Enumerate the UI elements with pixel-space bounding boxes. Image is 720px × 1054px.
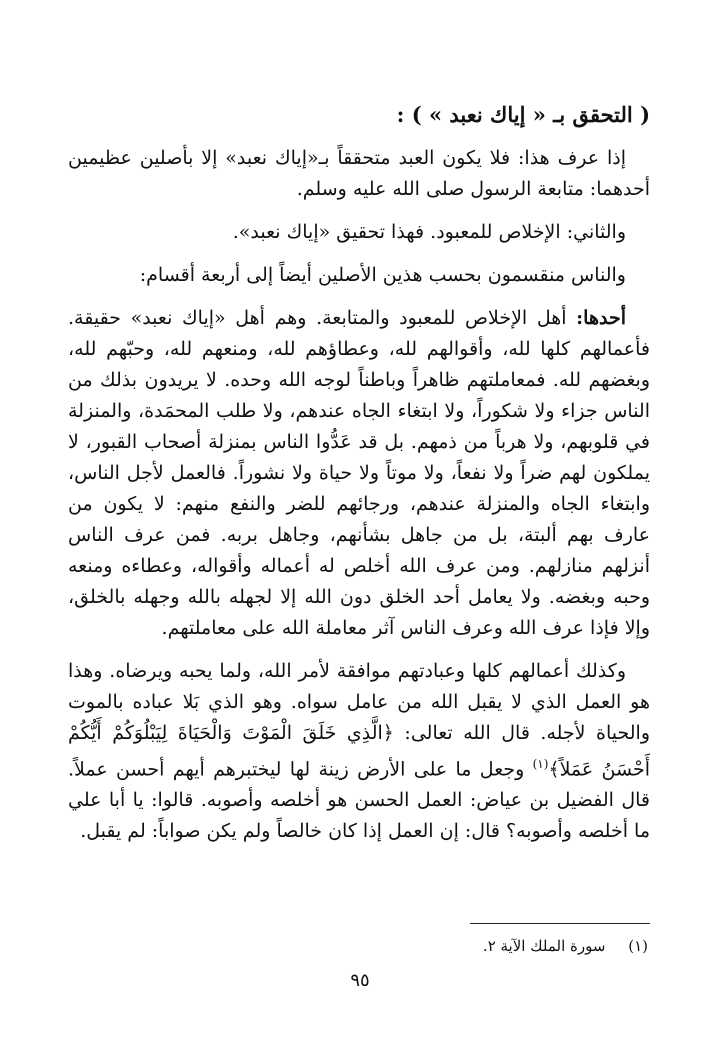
paragraph-3-text: والناس منقسمون بحسب هذين الأصلين أيضاً إلى أربعة أقسام: [139,264,626,286]
paragraph-4 [68,303,650,644]
footnote-reference: (١) [532,757,549,771]
paragraph-5-text-after: وجعل ما على الأرض زينة لها ليختبرهم أيهم أحسن عملاً. قال الفضيل بن عياض: العمل الحسن هو أخلصه وأصوبه. قالوا: يا أبا علي ما أخلصه وأصوبه؟ قال: إن العمل إذا كان خالصاً ولم يكن صواباً: لم يقبل. [68,758,650,843]
footnote-text: سورة الملك الآية ٢. [482,937,606,955]
paragraph-5 [68,656,650,847]
footnote-number: (١) [628,937,648,955]
paragraph-4-lead: أحدها: [576,307,626,329]
paragraph-4-text: أهل الإخلاص للمعبود والمتابعة. وهم أهل «إياك نعبد» حقيقة. فأعمالهم كلها لله، وأقوالهم لله، وعطاؤهم لله، ومنعهم لله، وحبّهم لله، وبغضهم لله. فمعاملتهم ظاهراً وباطناً لوجه الله وحده. لا يريدون بذلك من الناس جزاء ولا شكوراً، ولا ابتغاء الجاه عندهم، ولا طلب المحمَدة، والمنزلة في قلوبهم، ولا هرباً من ذمهم. بل قد عَدُّوا الناس بمنزلة أصحاب القبور، لا يملكون لهم ضراً ولا نفعاً، ولا موتاً ولا حياة ولا نشوراً. فالعمل لأجل الناس، وابتغاء الجاه والمنزلة عندهم، ورجائهم للضر والنفع منهم: لا يكون من عارف بهم ألبتة، بل من جاهل بشأنهم، وجاهل بربه. فمن عرف الناس أنزلهم منازلهم. ومن عرف الله أخلص له أعماله وأقواله، وعطاءه ومنعه وحبه وبغضه. ولا يعامل أحد الخلق دون الله إلا لجهله بالله وجهله بالخلق، وإلا فإذا عرف الله وعرف الناس آثر معاملة الله على معاملتهم. [68,307,650,639]
footnote [483,934,648,958]
paragraph-2 [68,217,650,248]
paragraph-1-text: إذا عرف هذا: فلا يكون العبد متحققاً بـ«إياك نعبد» إلا بأصلين عظيمين أحدهما: متابعة الرسول صلى الله عليه وسلم. [68,147,650,200]
paragraph-3 [68,260,650,291]
paragraph-5-text: وكذلك أعمالهم كلها وعبادتهم موافقة لأمر الله، ولما يحبه ويرضاه. وهذا هو العمل الذي لا يقبل الله من عامل سواه. وهو الذي بَلا عباده بالموت والحياة لأجله. قال الله تعالى: ﴿الَّذِي خَلَقَ الْمَوْتَ وَالْحَيَاةَ لِيَبْلُوَكُمْ أَيُّكُمْ أَحْسَنُ عَمَلاً﴾ [68,660,650,781]
main-text [68,143,650,859]
page-number: ٩٥ [350,970,370,991]
footnote-divider [470,923,650,924]
paragraph-2-text: والثاني: الإخلاص للمعبود. فهذا تحقيق «إياك نعبد». [232,221,626,243]
paragraph-1 [68,143,650,205]
section-heading: ( التحقق بـ « إياك نعبد » ) : [396,102,650,127]
